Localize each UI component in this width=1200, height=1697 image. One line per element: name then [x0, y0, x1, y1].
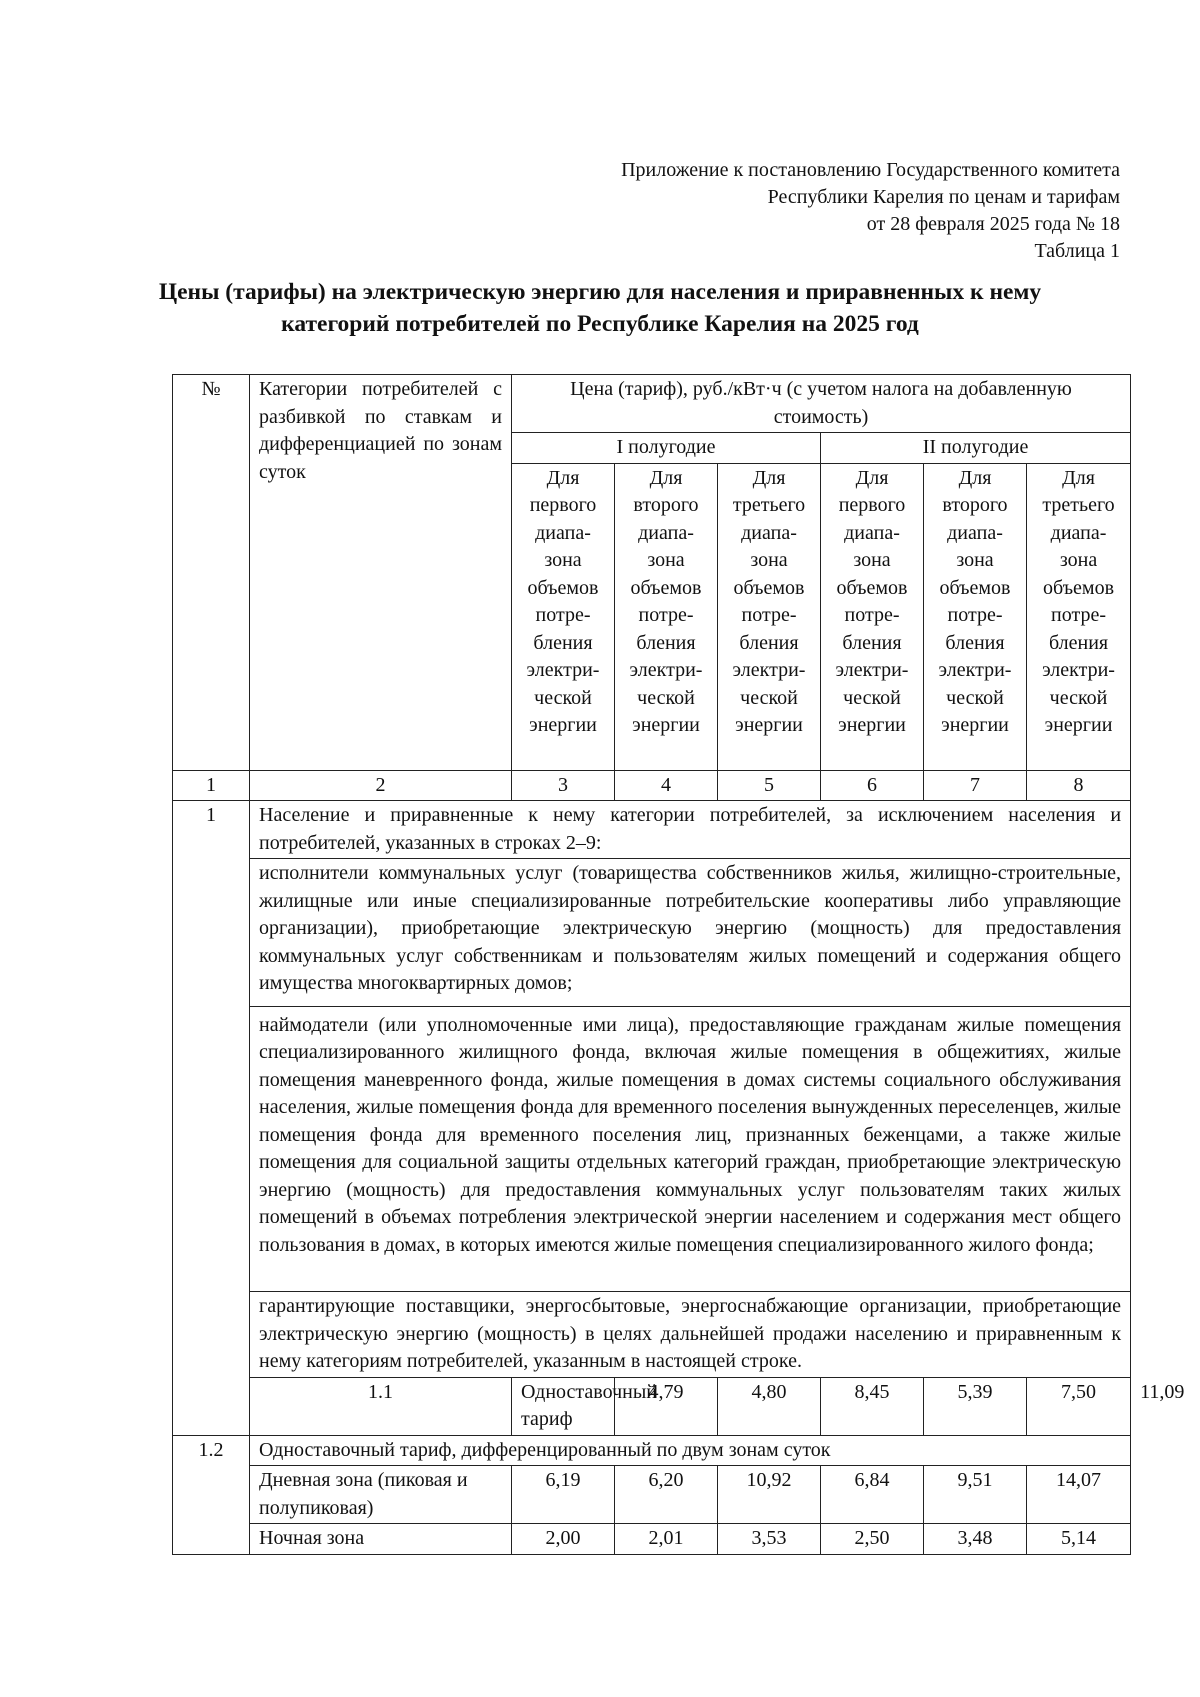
tariff-value: 8,45	[821, 1377, 924, 1435]
row-number: 1	[173, 801, 250, 1436]
tariff-value: 10,92	[718, 1466, 821, 1524]
table-row	[173, 859, 1131, 1007]
document-title	[150, 276, 1050, 340]
header-line: от 28 февраля 2025 года № 18	[866, 213, 1120, 235]
row-number: 1.2	[173, 1435, 250, 1554]
header-price: Цена (тариф), руб./кВт·ч (с учетом налога на добавленную стоимость)	[512, 375, 1131, 433]
tariff-value: 7,50	[1027, 1377, 1131, 1435]
tariff-table	[172, 374, 1185, 1555]
tariff-value: 4,79	[615, 1377, 718, 1435]
header-range-3: Для третьего диапа- зона объемов потре- бления электри- ческой энергии	[718, 463, 821, 770]
header-range-3: Для третьего диапа- зона объемов потре- бления электри- ческой энергии	[1027, 463, 1131, 770]
row-label: Дневная зона (пиковая и полупиковая)	[250, 1466, 512, 1524]
row-title: Одноставочный тариф, дифференцированный по двум зонам суток	[250, 1435, 1131, 1466]
title-line: Цены (тарифы) на электрическую энергию для населения и приравненных к нему	[158, 279, 1042, 305]
header-line: Республики Карелия по ценам и тарифам	[767, 186, 1120, 208]
tariff-value: 6,84	[821, 1466, 924, 1524]
table-header-row	[173, 375, 1131, 433]
row-title: Население и приравненные к нему категории потребителей, за исключением населения и потребителей, указанных в строках 2–9:	[250, 801, 1131, 859]
table-row	[173, 801, 1131, 859]
tariff-value: 2,50	[821, 1524, 924, 1555]
table-row	[173, 1006, 1131, 1292]
title-line: категорий потребителей по Республике Карелия на 2025 год	[281, 311, 919, 337]
column-number: 8	[1027, 770, 1131, 801]
tariff-value: 6,20	[615, 1466, 718, 1524]
tariff-value: 3,48	[924, 1524, 1027, 1555]
header-number: №	[173, 375, 250, 771]
header-half-2: II полугодие	[821, 433, 1131, 464]
tariff-value: 5,14	[1027, 1524, 1131, 1555]
table-row: 1.1 Одноставочный тариф 4,79 4,80 8,45 5,39 7,50 11,09	[173, 1377, 1131, 1435]
table-row	[173, 1292, 1131, 1378]
table-row	[173, 1524, 1131, 1555]
header-category: Категории потребителей с разбивкой по ставкам и дифференциацией по зонам суток	[250, 375, 512, 771]
header-line: Приложение к постановлению Государственного комитета	[621, 159, 1120, 181]
category-paragraph: исполнители коммунальных услуг (товарищества собственников жилья, жилищно-строительные, жилищные или иные специализированные потребительские кооперативы либо управляющие организации), приобретающие электрическую энергию (мощность) для предоставления коммунальных услуг собственникам и пользователям жилых помещений и содержания общего имущества многоквартирных домов;	[250, 859, 1131, 1007]
row-number: 1.1	[250, 1377, 512, 1435]
category-paragraph: гарантирующие поставщики, энергосбытовые, энергоснабжающие организации, приобретающие электрическую энергию (мощность) в целях дальнейшей продажи населению и приравненным к нему категориям потребителей, указанным в настоящей строке.	[250, 1292, 1131, 1378]
column-number: 4	[615, 770, 718, 801]
column-number: 2	[250, 770, 512, 801]
column-number-row	[173, 770, 1131, 801]
table-row	[173, 1435, 1131, 1466]
row-label: Ночная зона	[250, 1524, 512, 1555]
tariff-value: 14,07	[1027, 1466, 1131, 1524]
tariff-value: 6,19	[512, 1466, 615, 1524]
table-number: Таблица 1	[1034, 240, 1120, 262]
column-number: 5	[718, 770, 821, 801]
tariff-value: 2,01	[615, 1524, 718, 1555]
tariff-value: 2,00	[512, 1524, 615, 1555]
column-number: 3	[512, 770, 615, 801]
column-number: 1	[173, 770, 250, 801]
tariff-value: 5,39	[924, 1377, 1027, 1435]
header-range-2: Для второго диапа- зона объемов потре- бления электри- ческой энергии	[615, 463, 718, 770]
tariff-value: 3,53	[718, 1524, 821, 1555]
tariff-value: 9,51	[924, 1466, 1027, 1524]
header-range-1: Для первого диапа- зона объемов потре- бления электри- ческой энергии	[512, 463, 615, 770]
row-label: Одноставочный тариф	[512, 1377, 615, 1435]
category-paragraph: наймодатели (или уполномоченные ими лица), предоставляющие гражданам жилые помещения специализированного жилищного фонда, включая жилые помещения в общежитиях, жилые помещения маневренного фонда, жилые помещения в домах системы социального обслуживания населения, жилые помещения фонда для временного поселения вынужденных переселенцев, жилые помещения фонда для временного поселения лиц, признанных беженцами, а также жилые помещения для социальной защиты отдельных категорий граждан, приобретающие электрическую энергию (мощность) для предоставления коммунальных услуг пользователям таких жилых помещений в объемах потребления электрической энергии населением и содержания мест общего пользования в домах, в которых имеются жилые помещения специализированного жилого фонда;	[250, 1006, 1131, 1292]
table-row	[173, 1466, 1131, 1524]
header-range-2: Для второго диапа- зона объемов потре- бления электри- ческой энергии	[924, 463, 1027, 770]
header-range-1: Для первого диапа- зона объемов потре- бления электри- ческой энергии	[821, 463, 924, 770]
column-number: 6	[821, 770, 924, 801]
tariff-value: 4,80	[718, 1377, 821, 1435]
appendix-header	[560, 157, 1120, 265]
column-number: 7	[924, 770, 1027, 801]
header-half-1: I полугодие	[512, 433, 821, 464]
